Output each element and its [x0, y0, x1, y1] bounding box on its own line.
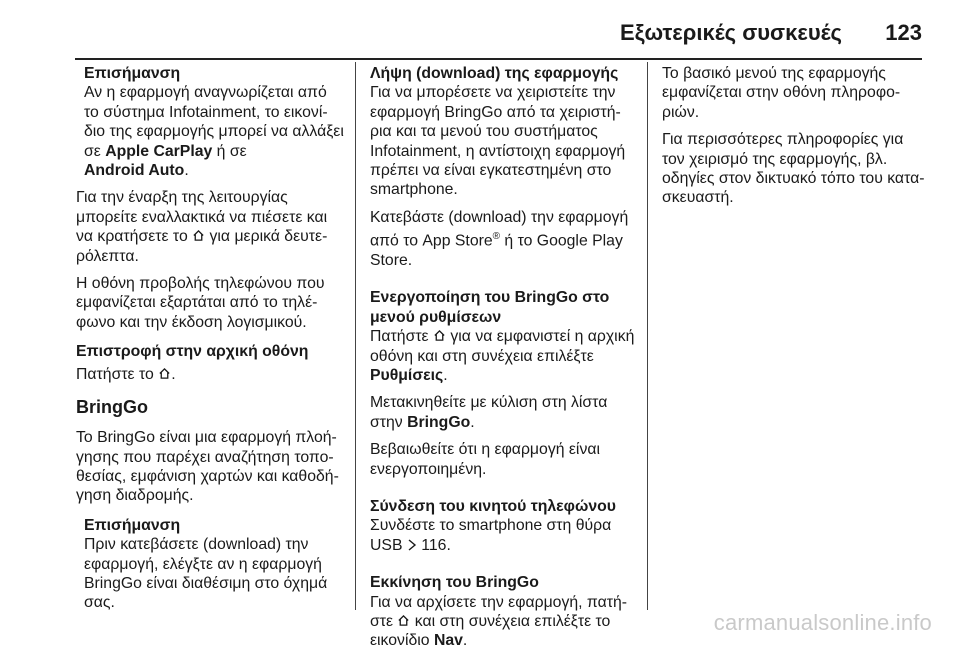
text-span: ή το Google Play	[500, 232, 623, 250]
nav-term: Nav	[433, 632, 463, 650]
text-line: οδηγίες στον δικτυακό τόπο του κατα‐	[662, 170, 925, 188]
text-span: Πατήστε	[370, 328, 433, 346]
text-line: ριών.	[662, 103, 700, 121]
paragraph	[370, 440, 636, 479]
paragraph	[76, 274, 348, 332]
text-line: Infotainment, η αντίστοιχη εφαρμογή	[370, 142, 626, 160]
home-button-icon	[433, 329, 446, 342]
home-button-icon	[192, 229, 205, 242]
text-line: Το BringGo είναι μια εφαρμογή πλοή‐	[76, 429, 337, 447]
text-line: Πριν κατεβάσετε (download) την	[84, 536, 309, 554]
text-line: γηση διαδρομής.	[76, 487, 194, 505]
page-number: 123	[885, 20, 922, 45]
text-line: οθόνη και στη συνέχεια επιλέξτε	[370, 347, 594, 365]
text-span: ή σε	[212, 142, 247, 160]
text-line: γησης που παρέχει αναζήτηση τοπο‐	[76, 448, 334, 466]
column-divider	[647, 62, 648, 610]
text-line	[370, 612, 636, 631]
chapter-title: Εξωτερικές συσκευές	[620, 20, 842, 45]
paragraph	[662, 64, 930, 122]
text-line: ρόλεπτα.	[76, 247, 139, 265]
text-line	[370, 536, 636, 555]
note-heading: Επισήμανση	[84, 65, 181, 82]
text-span: .	[171, 365, 176, 383]
android-auto-term: Android Auto	[84, 162, 185, 180]
text-line: θεσίας, εμφάνιση χαρτών και καθοδή‐	[76, 467, 339, 485]
paragraph	[370, 516, 636, 555]
text-span: .	[184, 162, 189, 180]
settings-term: Ρυθμίσεις	[370, 366, 444, 384]
text-line: Για την έναρξη της λειτουργίας	[76, 189, 288, 207]
page-reference-arrow-icon	[407, 539, 417, 551]
text-line: διο της εφαρμογής μπορεί να αλλάξει	[84, 123, 344, 141]
text-span: από το App Store	[370, 232, 493, 250]
text-line: Για να αρχίσετε την εφαρμογή, πατή‐	[370, 593, 628, 611]
paragraph	[370, 327, 636, 385]
section-heading: Σύνδεση του κινητού τηλεφώνου	[370, 497, 616, 515]
section-heading: Ενεργοποίηση του BringGo στο	[370, 289, 610, 307]
note-box	[84, 516, 348, 613]
text-line: Η οθόνη προβολής τηλεφώνου που	[76, 275, 325, 293]
text-line: Βεβαιωθείτε ότι η εφαρμογή είναι	[370, 441, 600, 459]
text-line	[84, 142, 348, 161]
text-line: σας.	[84, 594, 115, 612]
text-line: εμφανίζεται εξαρτάται από το τηλέ‐	[76, 294, 318, 312]
text-span: USB	[370, 536, 407, 554]
text-line: BringGo είναι διαθέσιμη στο όχημά	[84, 574, 328, 592]
text-line: ρια και τα μενού του συστήματος	[370, 123, 598, 141]
text-line: Μετακινηθείτε με κύλιση στη λίστα	[370, 394, 608, 412]
text-line: Συνδέστε το smartphone στη θύρα	[370, 517, 612, 535]
watermark: carmanualsonline.info	[713, 610, 932, 635]
text-span: .	[470, 413, 475, 431]
text-line: Το βασικό μενού της εφαρμογής	[662, 65, 886, 82]
text-span: εικονίδιο	[370, 632, 434, 650]
section-heading: Λήψη (download) της εφαρμογής	[370, 65, 619, 82]
text-line: εφαρμογή, ελέγξτε αν η εφαρμογή	[84, 555, 322, 573]
text-span: να κρατήσετε το	[76, 228, 193, 246]
text-span: για να εμφανιστεί η αρχική	[446, 328, 635, 346]
text-span: Πατήστε το	[76, 365, 159, 383]
section-heading: μενού ρυθμίσεων	[370, 308, 502, 326]
text-line: εφαρμογή BringGo από τα χειριστή‐	[370, 103, 621, 121]
text-line	[76, 365, 348, 384]
registered-mark: ®	[492, 231, 501, 243]
text-span: .	[443, 366, 448, 384]
apple-carplay-term: Apple CarPlay	[105, 142, 213, 160]
text-line: Κατεβάστε (download) την εφαρμογή	[370, 208, 629, 226]
paragraph	[370, 83, 636, 199]
text-line	[370, 366, 636, 385]
section-heading: Εκκίνηση του BringGo	[370, 574, 539, 592]
text-line	[84, 161, 348, 180]
bringgo-term: BringGo	[407, 413, 471, 431]
home-button-icon	[158, 367, 171, 380]
paragraph	[370, 593, 636, 651]
section-heading: Επιστροφή στην αρχική οθόνη	[76, 343, 309, 361]
page-reference[interactable]: 116.	[416, 536, 451, 554]
text-line	[370, 631, 636, 650]
text-line: μπορείτε εναλλακτικά να πιέσετε και	[76, 208, 328, 226]
text-line: εμφανίζεται στην οθόνη πληροφο‐	[662, 84, 901, 102]
text-line: Store.	[370, 251, 413, 269]
column-middle	[370, 64, 636, 659]
paragraph	[76, 428, 348, 506]
note-box	[84, 64, 348, 180]
chapter-heading: BringGo	[76, 397, 148, 418]
home-button-icon	[397, 614, 410, 627]
column-left	[76, 64, 348, 621]
text-span: στε	[370, 613, 398, 631]
text-line	[370, 327, 636, 346]
page-header	[0, 0, 960, 58]
text-line: Για να μπορέσετε να χειριστείτε την	[370, 84, 616, 102]
text-line: ενεργοποιημένη.	[370, 460, 487, 478]
paragraph	[76, 188, 348, 266]
text-span: σε	[84, 142, 106, 160]
paragraph	[662, 130, 930, 208]
text-line	[370, 227, 636, 251]
text-span: για μερικά δευτε‐	[205, 228, 328, 246]
paragraph	[370, 393, 636, 432]
note-heading: Επισήμανση	[84, 516, 181, 534]
text-line: πρέπει να είναι εγκατεστημένη στο	[370, 162, 612, 180]
header-rule	[75, 58, 922, 60]
text-line	[370, 413, 636, 432]
text-line: φωνο και την έκδοση λογισμικού.	[76, 313, 307, 331]
text-span: .	[462, 632, 468, 650]
text-line: το σύστημα Infotainment, το εικονί‐	[84, 103, 328, 121]
paragraph	[370, 208, 636, 270]
text-line: Για περισσότερες πληροφορίες για	[662, 131, 904, 149]
paragraph	[76, 365, 348, 384]
text-span: στην	[370, 413, 408, 431]
text-line	[76, 227, 348, 246]
text-span: και στη συνέχεια επιλέξτε το	[410, 613, 611, 631]
text-line: σκευαστή.	[662, 189, 734, 207]
text-line: Αν η εφαρμογή αναγνωρίζεται από	[84, 84, 327, 102]
column-right	[662, 64, 930, 216]
column-divider	[355, 62, 356, 610]
text-line: smartphone.	[370, 181, 458, 199]
text-line: τον χειρισμό της εφαρμογής, βλ.	[662, 150, 888, 168]
